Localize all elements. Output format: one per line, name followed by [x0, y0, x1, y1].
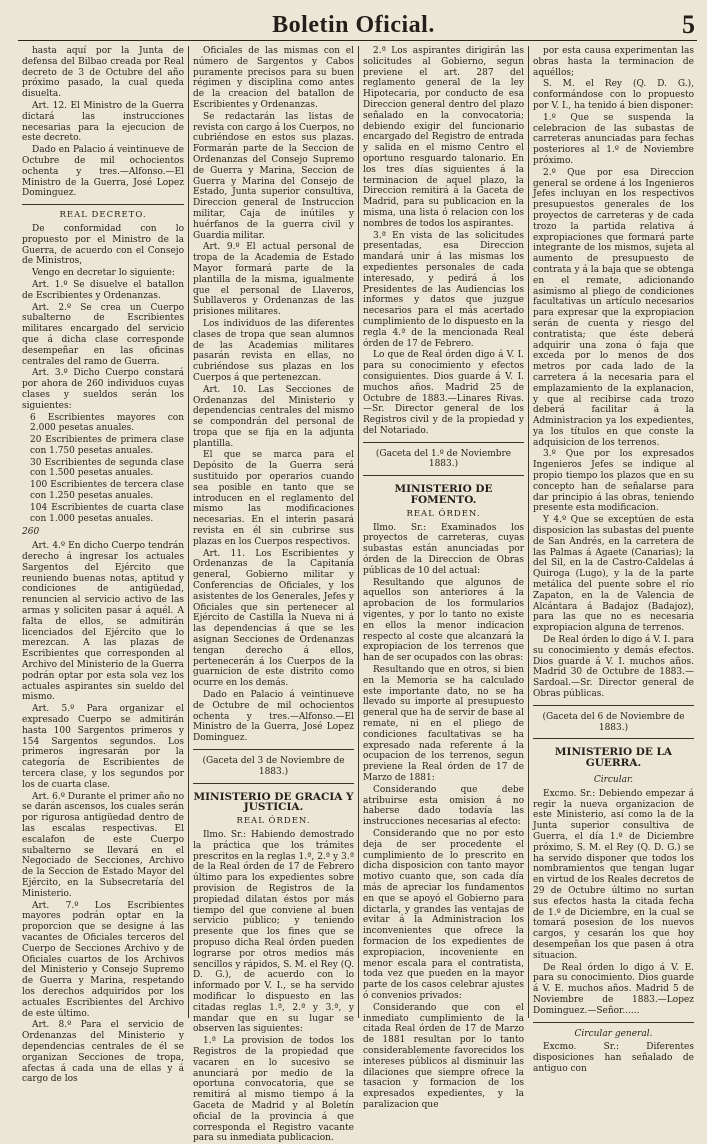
- section-divider: [22, 204, 184, 205]
- newspaper-title: Boletin Oficial.: [272, 12, 435, 38]
- paragraph: Art. 3.º Dicho Cuerpo constará por ahora de 260 individuos cuyas clases y sueldos serán los siguientes:: [22, 368, 184, 411]
- paragraph: Art. 2.º Se crea un Cuerpo subalterno de Escribientes militares encargado del servicio que á dicha clase corresponde desempeñar en las oficinas centrales del ramo de Guerra.: [22, 302, 184, 367]
- salary-line: 30 Escribientes de segunda clase con 1.500 pesetas anuales.: [30, 457, 184, 479]
- paragraph: 2.ª Los aspirantes dirigirán las solicitudes al Gobierno, segun previene el art. 287 del reglamento general de la ley Hipotecaria, por conducto de esa Direccion general dentro del plazo señalado en la convocatoria; debiendo exigir del funcionario encargado del Registro de entrada y salida en el mismo Centro el oportuno resguardo talonario. En los tres días siguientes á la terminacion de aquel plazo, la Direccion remitirá á la Gaceta de Madrid, para su publicacion en la misma, una lista ó relacion con los nombres de todos los aspirantes.: [363, 46, 524, 229]
- paragraph: Dado en Palacio á veintinueve de Octubre de mil ochocientos ochenta y tres.—Alfonso.—El Ministro de la Guerra, José Lopez Dominguez.: [193, 690, 354, 744]
- section-divider: [363, 442, 524, 443]
- paragraph: Excmo. Sr.: Diferentes disposiciones han señalado de antiguo con: [533, 1042, 694, 1074]
- salary-line: 6 Escribientes mayores con 2.000 pesetas anuales.: [30, 412, 184, 434]
- header-rule: [18, 40, 697, 41]
- paragraph: Oficiales de las mismas con el número de Sargentos y Cabos puramente precisos para su buen régimen y disciplina como antes de la creacion del batallon de Escribientes y Ordenanzas.: [193, 46, 354, 110]
- section-divider: [193, 783, 354, 784]
- paragraph: Dado en Palacio á veintinueve de Octubre de mil ochocientos ochenta y tres.—Alfonso.—El Ministro de la Guerra, José Lopez Dominguez.: [22, 145, 184, 199]
- salary-line: 104 Escribientes de cuarta clase con 1.000 pesetas anuales.: [30, 502, 184, 524]
- section-divider: [193, 749, 354, 750]
- decree-heading: REAL DECRETO.: [59, 210, 147, 221]
- paragraph: Resultando que en otros, si bien en la Memoria se ha calculado este importante dato, no se ha llevado su importe al presupuesto general que ha de servir de base al remate, ni en el pliego de condiciones facultativas se ha expresado nada referente á la ocupacion de los terrenos, segun previene la Real órden de 17 de Marzo de 1881:: [363, 665, 524, 783]
- paragraph: El que se marca para el Depósito de la Guerra será sustituido por operarios cuando sea posible en tanto que se introducen en el reglamento del mismo las modificaciones necesarias. En el interin pasará revista en él sin cubrirse sus plazas en los Cuerpos respectivos.: [193, 450, 354, 547]
- section-divider: [363, 475, 524, 476]
- paragraph: Art. 6.º Durante el primer año no se darán ascensos, los cuales serán por rigurosa antigüedad dentro de las escalas respectivas. El escalafon de este Cuerpo subalterno se llevará en el Negociado de Secciones, Archivo de la Seccion de Estado Mayor del Ejército, en la Subsecretaría del Ministerio.: [22, 791, 184, 899]
- gazette-reference: (Gaceta del 1.º de Noviembre 1883.): [375, 448, 512, 470]
- paragraph: Art. 9.º El actual personal de tropa de la Academia de Estado Mayor formará parte de la plantilla de la misma, igualmente que el personal de Llaveros, Subllaveros y Ordenanzas de las prisiones militares.: [193, 242, 354, 318]
- gazette-reference: (Gaceta del 6 de Noviembre de 1883.): [542, 711, 685, 733]
- paragraph: hasta aquí por la Junta de defensa del Bilbao creada por Real decreto de 3 de Octubre del año próximo pasado, la cual queda disuelta.: [22, 46, 184, 100]
- paragraph: 3.ª En vista de las solicitudes presentadas, esa Direccion mandará unir á las mismas los expedientes personales de cada interesado, y pedirá á los Presidentes de las Audiencias los informes y datos que juzgue necesarios para el más acertado cumplimiento de lo dispuesto en la regla 4.ª de la mencionada Real órden de 17 de Febrero.: [363, 230, 524, 349]
- circular-heading: Circular general.: [574, 1028, 653, 1039]
- section-divider: [533, 738, 694, 739]
- paragraph: 1.ª La provision de todos los Registros de la propiedad que vacaren en lo sucesivo se anunciará por medio de la oportuna convocatoria, que se remitirá al mismo tiempo á la Gaceta de Madrid y al Boletín oficial de la provincia á que corresponda el Registro vacante para su inmediata publicacion.: [193, 1036, 354, 1144]
- paragraph: por esta causa experimentan las obras hasta la terminacion de aquéllos;: [533, 46, 694, 78]
- decree-heading: REAL ÓRDEN.: [406, 508, 481, 519]
- paragraph: Art. 8.º Para el servicio de Ordenanzas del Ministerio y dependencias centrales de él se organizan Secciones de tropa, afectas á cada una de ellas y á cargo de los: [22, 1020, 184, 1085]
- paragraph: Considerando que con el inmediato cumplimiento de la citada Real órden de 17 de Marzo de 1881 resultan por lo tanto considerablemente favorecidos los intereses públicos al disminuir las dilaciones que siempre ofrece la tasacion y formacion de los expresados expedientes, y la paralizacion que: [363, 1002, 524, 1110]
- circular-heading: Circular.: [593, 775, 634, 785]
- paragraph: Considerando que debe atribuirse esta omision á no haberse dado todavía las instrucciones necesarias al efecto:: [363, 784, 524, 828]
- paragraph: S. M. el Rey (Q. D. G.), conformándose con lo propuesto por V. I., ha tenido á bien disponer:: [533, 79, 694, 111]
- paragraph: Excmo. Sr.: Debiendo empezar á regir la nueva organizacion de este Ministerio, así como la de la Junta superior consultiva de Guerra, el día 1.º de Diciembre próximo, S. M. el Rey (Q. D. G.) se ha servido disponer que todos los nombramientos que tengan lugar en virtud de los Reales decretos de 29 de Octubre último no surtan sus efectos hasta la citada fecha de 1.º de Diciembre, en la cual se tomará posesion de los nuevos cargos, y cesarán los que hoy desempeñan los que pasen á otra situacion.: [533, 788, 694, 961]
- paragraph: De Real órden lo digo á V. I. para su conocimiento y demás efectos. Dios guarde á V. I. muchos años. Madrid 30 de Octubre de 1883.—Sardoal.—Sr. Director general de Obras públicas.: [533, 635, 694, 700]
- paragraph: Art. 10. Las Secciones de Ordenanzas del Ministerio y dependencias centrales del mismo se compondrán del personal de tropa que se fija en la adjunta plantilla.: [193, 384, 354, 449]
- paragraph: 2.º Que por esa Direccion general se ordene á los Ingenieros Jefes incluyan en los respectivos presupuestos generales de los proyectos de carreteras y de cada trozo la partida relativa á expropiaciones que formará parte integrante de los mismos, sujeta al aumento de presupuesto de contrata y á la baja que se obtenga en el remate, adicionando asimismo al pliego de condiciones facultativas un artículo necesarios para expresar que la expropiacion serán de cuenta y riesgo del contratista; que éste deberá adquirir una zona ó faja que exceda por lo menos de dos metros por cada lado de la carretera á la necesaria para el emplazamiento de la explanacion, y que al recibirse cada trozo deberá facilitar á la Administracion ya los expedientes, ya los títulos en que conste la adquisicion de los terrenos.: [533, 167, 694, 448]
- decree-heading: REAL ÓRDEN.: [236, 816, 311, 827]
- paragraph: Lo que de Real órden digo á V. I. para su conocimiento y efectos consiguientes. Dios guarde á V. I. muchos años. Madrid 25 de Octubre de 1883.—Linares Rivas.—Sr. Director general de los Registros civil y de la propiedad y del Notariado.: [363, 350, 524, 436]
- paragraph: Art. 4.º En dicho Cuerpo tendrán derecho á ingresar los actuales Sargentos del Ejército que reuniendo buenas notas, aptitud y condiciones de antigüedad, renuncien al servicio activo de las armas y soliciten pasar á aquél. A falta de ellos, se admitirán licenciados del Ejército que lo merezcan. A las plazas de Escribientes que corresponden al Archivo del Ministerio de la Guerra podrán optar por esta sola vez los actuales aspirantes sin sueldo del mismo.: [22, 541, 184, 703]
- column-3: [358, 46, 528, 1110]
- paragraph: Art. 12. El Ministro de la Guerra dictará las instrucciones necesarias para la ejecucion de este decreto.: [22, 100, 184, 144]
- masthead: [0, 0, 707, 40]
- paragraph: Vengo en decretar lo siguiente:: [32, 268, 175, 279]
- paragraph: Art. 7.º Los Escribientes mayores podrán optar en la proporcion que se designe á las vacantes de Oficiales terceros del Cuerpo de Secciones Archivo y de Oficiales cuartos de los Archivos del Ministerio y Consejo Supremo de Guerra y Marina, respetando los derechos adquiridos por los actuales Escribientes del Archivo de este último.: [22, 900, 184, 1019]
- salary-line: 100 Escribientes de tercera clase con 1.250 pesetas anuales.: [30, 480, 184, 502]
- section-divider: [533, 705, 694, 706]
- gazette-reference: (Gaceta del 3 de Noviembre de 1883.): [202, 756, 345, 777]
- paragraph: Ilmo. Sr.: Habiendo demostrado la práctica que los trámites prescritos en la reglas 1.ª, 2.ª y 3.ª de la Real órden de 17 de Febrero último para los expedientes sobre provision de Registros de la propiedad dilatan éstos por más tiempo del que conviene al buen servicio público; y teniendo presente que los fines que se propuso dicha Real órden pueden lograrse por otros medios más sencillos y rápidos, S. M. el Rey (Q. D. G.), de acuerdo con lo informado por V. I., se ha servido modificar lo dispuesto en las citadas reglas 1.ª, 2.ª y 3.ª, y mandar que en su lugar se observen las siguientes:: [193, 829, 355, 1035]
- section-heading: MINISTERIO DE FOMENTO.: [394, 483, 493, 507]
- paragraph: De Real órden lo digo á V. E. para su conocimiento. Dios guarde á V. E. muchos años. Madrid 5 de Noviembre de 1883.—Lopez Dominguez.—Señor......: [533, 962, 694, 1016]
- paragraph: Resultando que algunos de aquellos son anteriores á la aprobacion de los formularios vigentes, y por lo tanto no existe en ellos la menor indicacion respecto al coste que alcanzará la expropiacion de los terrenos que han de ser ocupados con las obras:: [363, 577, 524, 664]
- column-2: [188, 46, 358, 1144]
- paragraph: Los individuos de las diferentes clases de tropa que sean alumnos de las Academias militares pasarán revista en ellas, no cubriéndose sus plazas en los Cuerpos á que pertenezcan.: [193, 318, 354, 383]
- column-1: [18, 46, 188, 1085]
- paragraph: Art. 11. Los Escribientes y Ordenanzas de la Capitanía general, Gobierno militar y Conferencias de Oficiales, y los asistentes de los Generales, Jefes y Oficiales que sin pertenecer al Ejército de Castilla la Nueva ni á las dependencias á que se les asignan Secciones de Ordenanzas tengan derecho á ellos, pertenecerán á los Cuerpos de la guarnicion de este distrito como ocurre en los demás.: [193, 548, 354, 689]
- section-heading: MINISTERIO DE GRACIA Y JUSTICIA.: [193, 790, 354, 814]
- column-4: [528, 46, 698, 1074]
- section-heading: MINISTERIO DE LA GUERRA.: [554, 746, 673, 770]
- paragraph: De conformidad con lo propuesto por el Ministro de la Guerra, de acuerdo con el Consejo de Ministros,: [22, 223, 184, 267]
- paragraph: 3.º Que por los expresados Ingenieros Jefes se indique al propio tiempo los plazos que en su concepto han de señalarse para dar principio á las obras, teniendo presente esta modificacion.: [533, 449, 694, 514]
- section-divider: [533, 1022, 694, 1023]
- paragraph: Se redactarán las listas de revista con cargo á los Cuerpos, no cubriéndose en estos sus plazas. Formarán parte de la Seccion de Ordenanzas del Consejo Supremo de Guerra y Marina, Seccion de Guerra y Marina del Consejo de Estado, Junta superior consultiva, Direccion general de Instruccion militar, Caja de inútiles y huérfanos de la guerra civil y Guardia militar.: [193, 111, 354, 241]
- paragraph: Art. 1.º Se disuelve el batallon de Escribientes y Ordenanzas.: [22, 279, 184, 301]
- salary-line: 20 Escribientes de primera clase con 1.750 pesetas anuales.: [30, 435, 184, 456]
- total-count: 260: [22, 527, 40, 538]
- text-columns: [18, 46, 698, 1144]
- paragraph: Considerando que no por esto deja de ser procedente el cumplimiento de lo prescrito en dicha disposicion con tanto mayor motivo cuanto que, son cada día más de apreciar los fundamentos en que se apoyó el Gobierno para dictarla, y grandes las ventajas de evitar á la Administracion los inconvenientes que ofrece la formacion de los expedientes de expropiacion, incoveniente en menor escala para el contratista, toda vez que pueden en la mayor parte de los casos celebrar ajustes ó convenios privados:: [363, 828, 524, 1001]
- paragraph: Ilmo. Sr.: Examinados los proyectos de carreteras, cuyas subastas están anunciadas por órden de la Direccion de Obras públicas de 10 del actual:: [363, 522, 524, 576]
- paragraph: Art. 5.º Para organizar el expresado Cuerpo se admitirán hasta 100 Sargentos primeros y 154 Sargentos segundos. Los primeros ingresarán por la categoría de Escribientes de tercera clase, y los segundos por los de cuarta clase.: [22, 704, 184, 790]
- page-number: 5: [682, 10, 695, 39]
- paragraph: 1.º Que se suspenda la celebracion de las subastas de carreteras anunciadas para fechas posteriores al 1.º de Noviembre próximo.: [533, 112, 694, 166]
- paragraph: Y 4.º Que se exceptúen de esta disposicion las subastas del puente de San Andrés, en la carretera de las Palmas á Agaete (Canarias); la del Sil, en la de Castro-Caldelas á Quiroga (Lugo), y la de la parte metálica del puente sobre el río Zapaton, en la de Valencia de Alcántara á Badajoz (Badajoz), para las que no es necesaria expropiacion alguna de terrenos.: [533, 515, 694, 634]
